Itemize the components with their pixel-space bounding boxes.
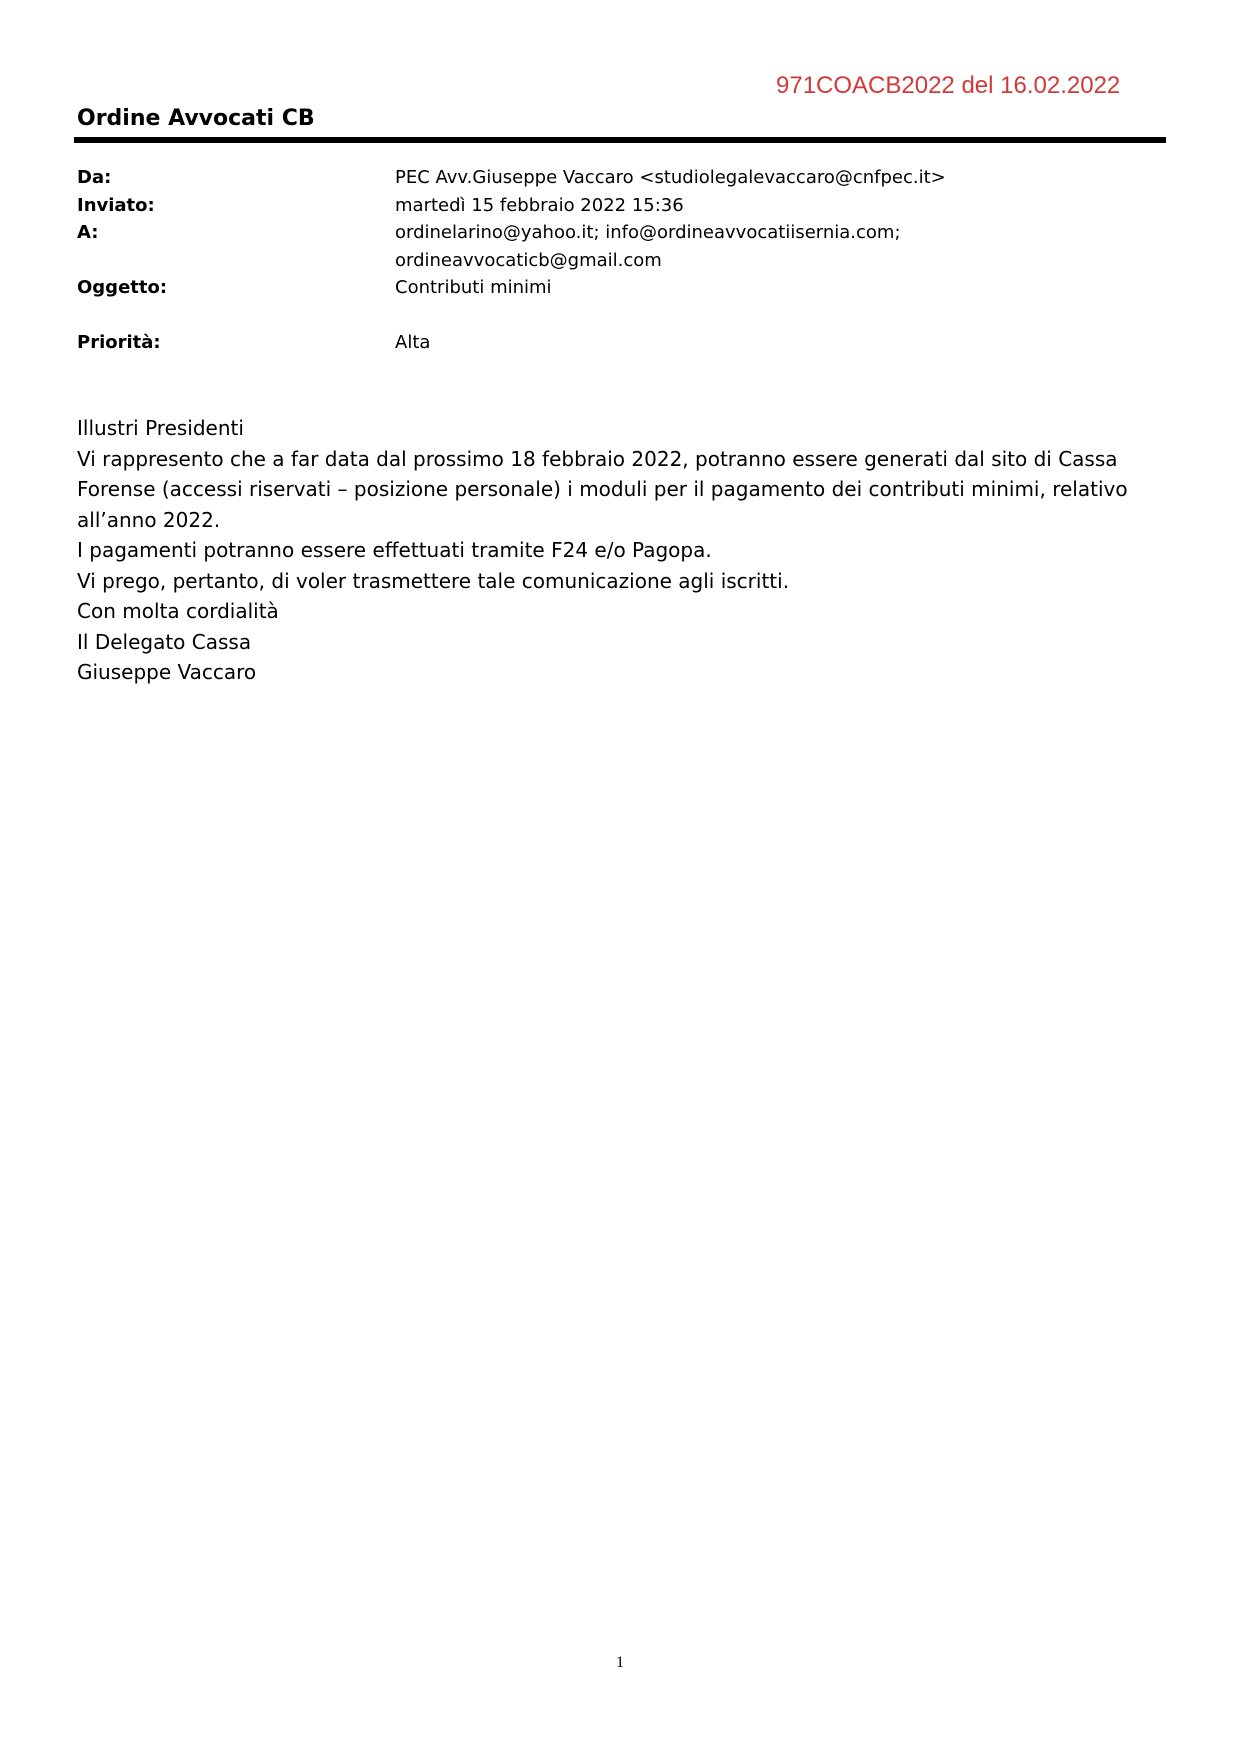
message-body xyxy=(77,413,1167,688)
organization-title: Ordine Avvocati CB xyxy=(77,106,315,131)
priority-value: Alta xyxy=(395,332,431,353)
priority-label: Priorità: xyxy=(77,332,161,353)
to-value-line-2: ordineavvocaticb@gmail.com xyxy=(395,250,662,271)
body-line: Vi rappresento che a far data dal prossimo 18 febbraio 2022, potranno essere generati dal sito di Cassa xyxy=(77,446,1118,471)
subject-label: Oggetto: xyxy=(77,277,168,298)
signature-role: Il Delegato Cassa xyxy=(77,629,252,654)
page-number: 1 xyxy=(616,1654,624,1671)
closing-line: Con molta cordialità xyxy=(77,599,279,623)
from-value: PEC Avv.Giuseppe Vaccaro <studiolegalevaccaro@cnfpec.it> xyxy=(395,167,946,188)
to-value-line-1: ordinelarino@yahoo.it; info@ordineavvocatiisernia.com; xyxy=(395,222,901,243)
body-line: I pagamenti potranno essere effettuati tramite F24 e/o Pagopa. xyxy=(77,538,712,562)
body-line: all’anno 2022. xyxy=(77,507,221,532)
body-line: Vi prego, pertanto, di voler trasmettere tale comunicazione agli iscritti. xyxy=(77,568,790,593)
from-label: Da: xyxy=(77,167,112,188)
signature-name: Giuseppe Vaccaro xyxy=(77,660,257,684)
sent-label: Inviato: xyxy=(77,195,155,216)
protocol-stamp: 971COACB2022 del 16.02.2022 xyxy=(776,72,1121,99)
to-label: A: xyxy=(77,222,99,243)
sent-value: martedì 15 febbraio 2022 15:36 xyxy=(395,195,684,216)
greeting-line: Illustri Presidenti xyxy=(77,416,244,440)
header-divider xyxy=(74,137,1166,143)
subject-value: Contributi minimi xyxy=(395,277,552,298)
body-line: Forense (accessi riservati – posizione personale) i moduli per il pagamento dei contributi minimi, relativo xyxy=(77,477,1128,501)
